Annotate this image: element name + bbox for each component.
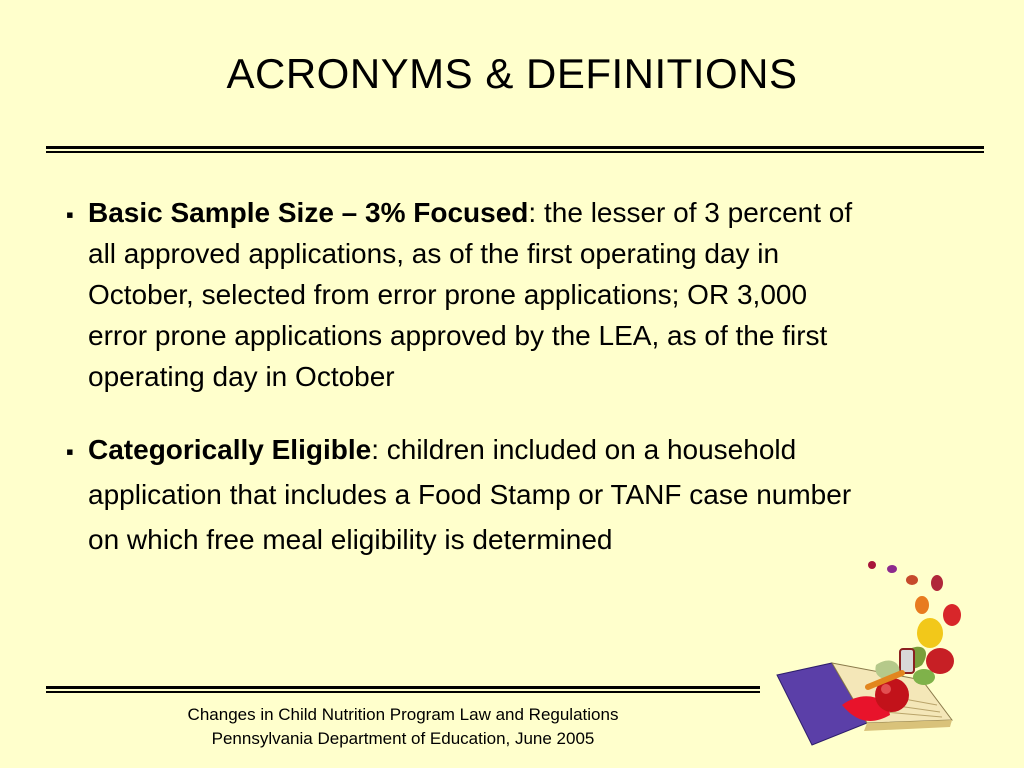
definition-list	[60, 192, 860, 562]
definition-item-categorically-eligible	[60, 427, 860, 562]
top-divider	[46, 146, 984, 153]
definition-separator: :	[371, 434, 387, 465]
bullet-marker: ▪	[66, 202, 74, 227]
definition-text: children included on a household application that includes a Food Stamp or TANF case number on which free meal eligibility is determined	[88, 434, 852, 555]
bullet-marker: ▪	[66, 439, 74, 464]
footer-line-program: Changes in Child Nutrition Program Law and Regulations	[187, 705, 619, 724]
definition-term: Basic Sample Size – 3% Focused	[88, 197, 529, 228]
definition-term: Categorically Eligible	[88, 434, 372, 465]
definition-separator: :	[528, 197, 544, 228]
slide-footer	[46, 703, 760, 751]
slide-title: ACRONYMS & DEFINITIONS	[226, 50, 798, 97]
fruits-vegetables-book-icon	[772, 555, 972, 755]
footer-line-department: Pennsylvania Department of Education, June 2005	[211, 729, 595, 748]
definition-text: the lesser of 3 percent of all approved applications, as of the first operating day in October, selected from error prone applications; OR 3,000 error prone applications approved by the LEA, as of the first operating day in October	[88, 197, 853, 392]
bottom-divider	[46, 686, 760, 693]
definition-item-basic-sample-size	[60, 192, 860, 397]
